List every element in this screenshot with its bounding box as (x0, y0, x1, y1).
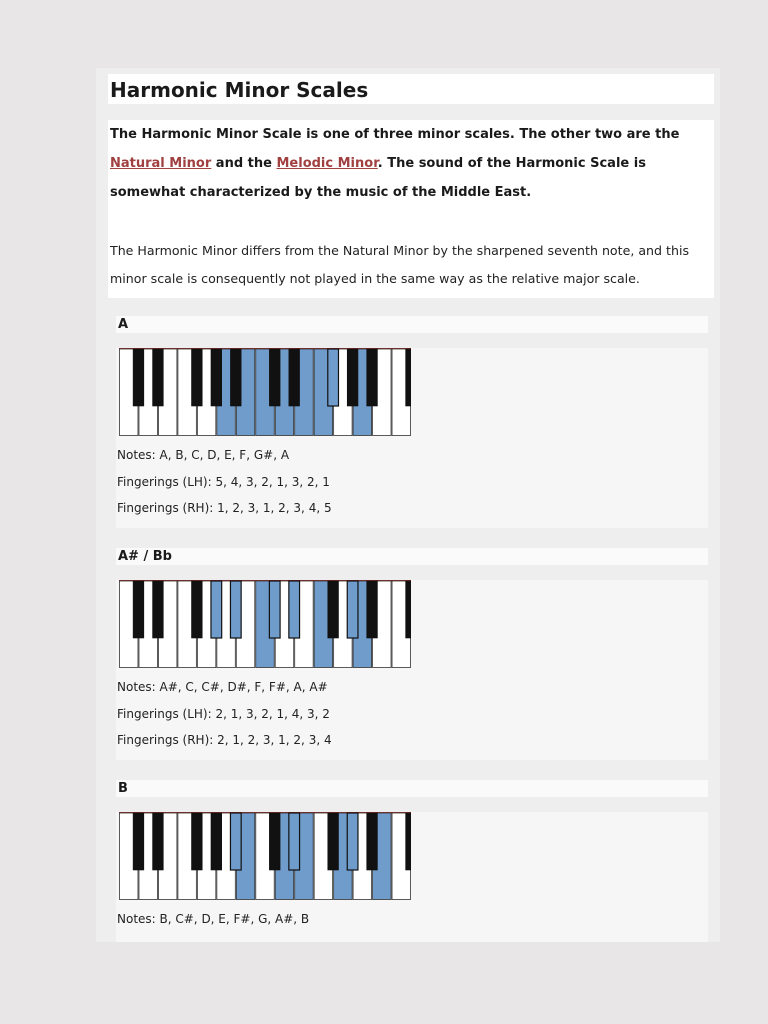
black-key (328, 581, 339, 638)
black-key (192, 349, 203, 406)
page-title: Harmonic Minor Scales (110, 78, 369, 102)
scale-panel-b (116, 812, 708, 942)
black-key (269, 581, 280, 638)
black-key (289, 349, 300, 406)
black-key (269, 813, 280, 870)
black-key (367, 581, 378, 638)
black-key (230, 581, 241, 638)
black-key (153, 813, 164, 870)
black-key (211, 581, 222, 638)
title-bar (108, 74, 714, 104)
melodic-minor-link[interactable]: Melodic Minor (276, 156, 378, 171)
piano-keyboard (119, 580, 411, 668)
intro-text-2: and the (211, 156, 277, 171)
black-key (230, 349, 241, 406)
scale-header-b (116, 780, 708, 797)
intro-paragraph (110, 120, 712, 207)
natural-minor-link[interactable]: Natural Minor (110, 156, 212, 171)
black-key (347, 813, 358, 870)
scale-name: A# / Bb (118, 549, 172, 564)
scale-header-a (116, 316, 708, 333)
black-key (211, 349, 222, 406)
black-key (192, 813, 203, 870)
black-key (153, 349, 164, 406)
black-key (269, 349, 280, 406)
scale-fingering-rh: Fingerings (RH): 1, 2, 3, 1, 2, 3, 4, 5 (117, 501, 332, 515)
black-key (406, 349, 411, 406)
black-key (133, 349, 144, 406)
piano-keyboard (119, 812, 411, 900)
piano-keyboard (119, 348, 411, 436)
intro-section (108, 120, 714, 298)
black-key (230, 813, 241, 870)
black-key (347, 581, 358, 638)
scale-notes: Notes: A, B, C, D, E, F, G#, A (117, 448, 290, 462)
scale-name: B (118, 781, 128, 796)
black-key (328, 813, 339, 870)
scale-fingering-rh: Fingerings (RH): 2, 1, 2, 3, 1, 2, 3, 4 (117, 733, 332, 747)
black-key (367, 349, 378, 406)
black-key (211, 813, 222, 870)
scale-notes: Notes: B, C#, D, E, F#, G, A#, B (117, 912, 310, 926)
black-key (289, 581, 300, 638)
black-key (328, 349, 339, 406)
black-key (367, 813, 378, 870)
scale-fingering-lh: Fingerings (LH): 5, 4, 3, 2, 1, 3, 2, 1 (117, 475, 330, 489)
scale-name: A (118, 317, 129, 332)
black-key (192, 581, 203, 638)
black-key (347, 349, 358, 406)
scale-header-a-sharp (116, 548, 708, 565)
scale-fingering-lh: Fingerings (LH): 2, 1, 3, 2, 1, 4, 3, 2 (117, 707, 330, 721)
scale-panel-a-sharp (116, 580, 708, 760)
intro-text-1: The Harmonic Minor Scale is one of three minor scales. The other two are the (110, 127, 680, 142)
black-key (133, 581, 144, 638)
scale-notes: Notes: A#, C, C#, D#, F, F#, A, A# (117, 680, 328, 694)
black-key (289, 813, 300, 870)
article-page (96, 68, 720, 942)
black-key (406, 813, 411, 870)
intro-paragraph-2: The Harmonic Minor differs from the Natural Minor by the sharpened seventh note, and this minor scale is consequently not played in the same way as the relative major scale. (110, 243, 690, 286)
scale-panel-a (116, 348, 708, 528)
intro-text-3: . The sound of the Harmonic Scale is somewhat characterized by the music of the Middle East. (110, 156, 646, 200)
black-key (153, 581, 164, 638)
black-key (133, 813, 144, 870)
black-key (406, 581, 411, 638)
